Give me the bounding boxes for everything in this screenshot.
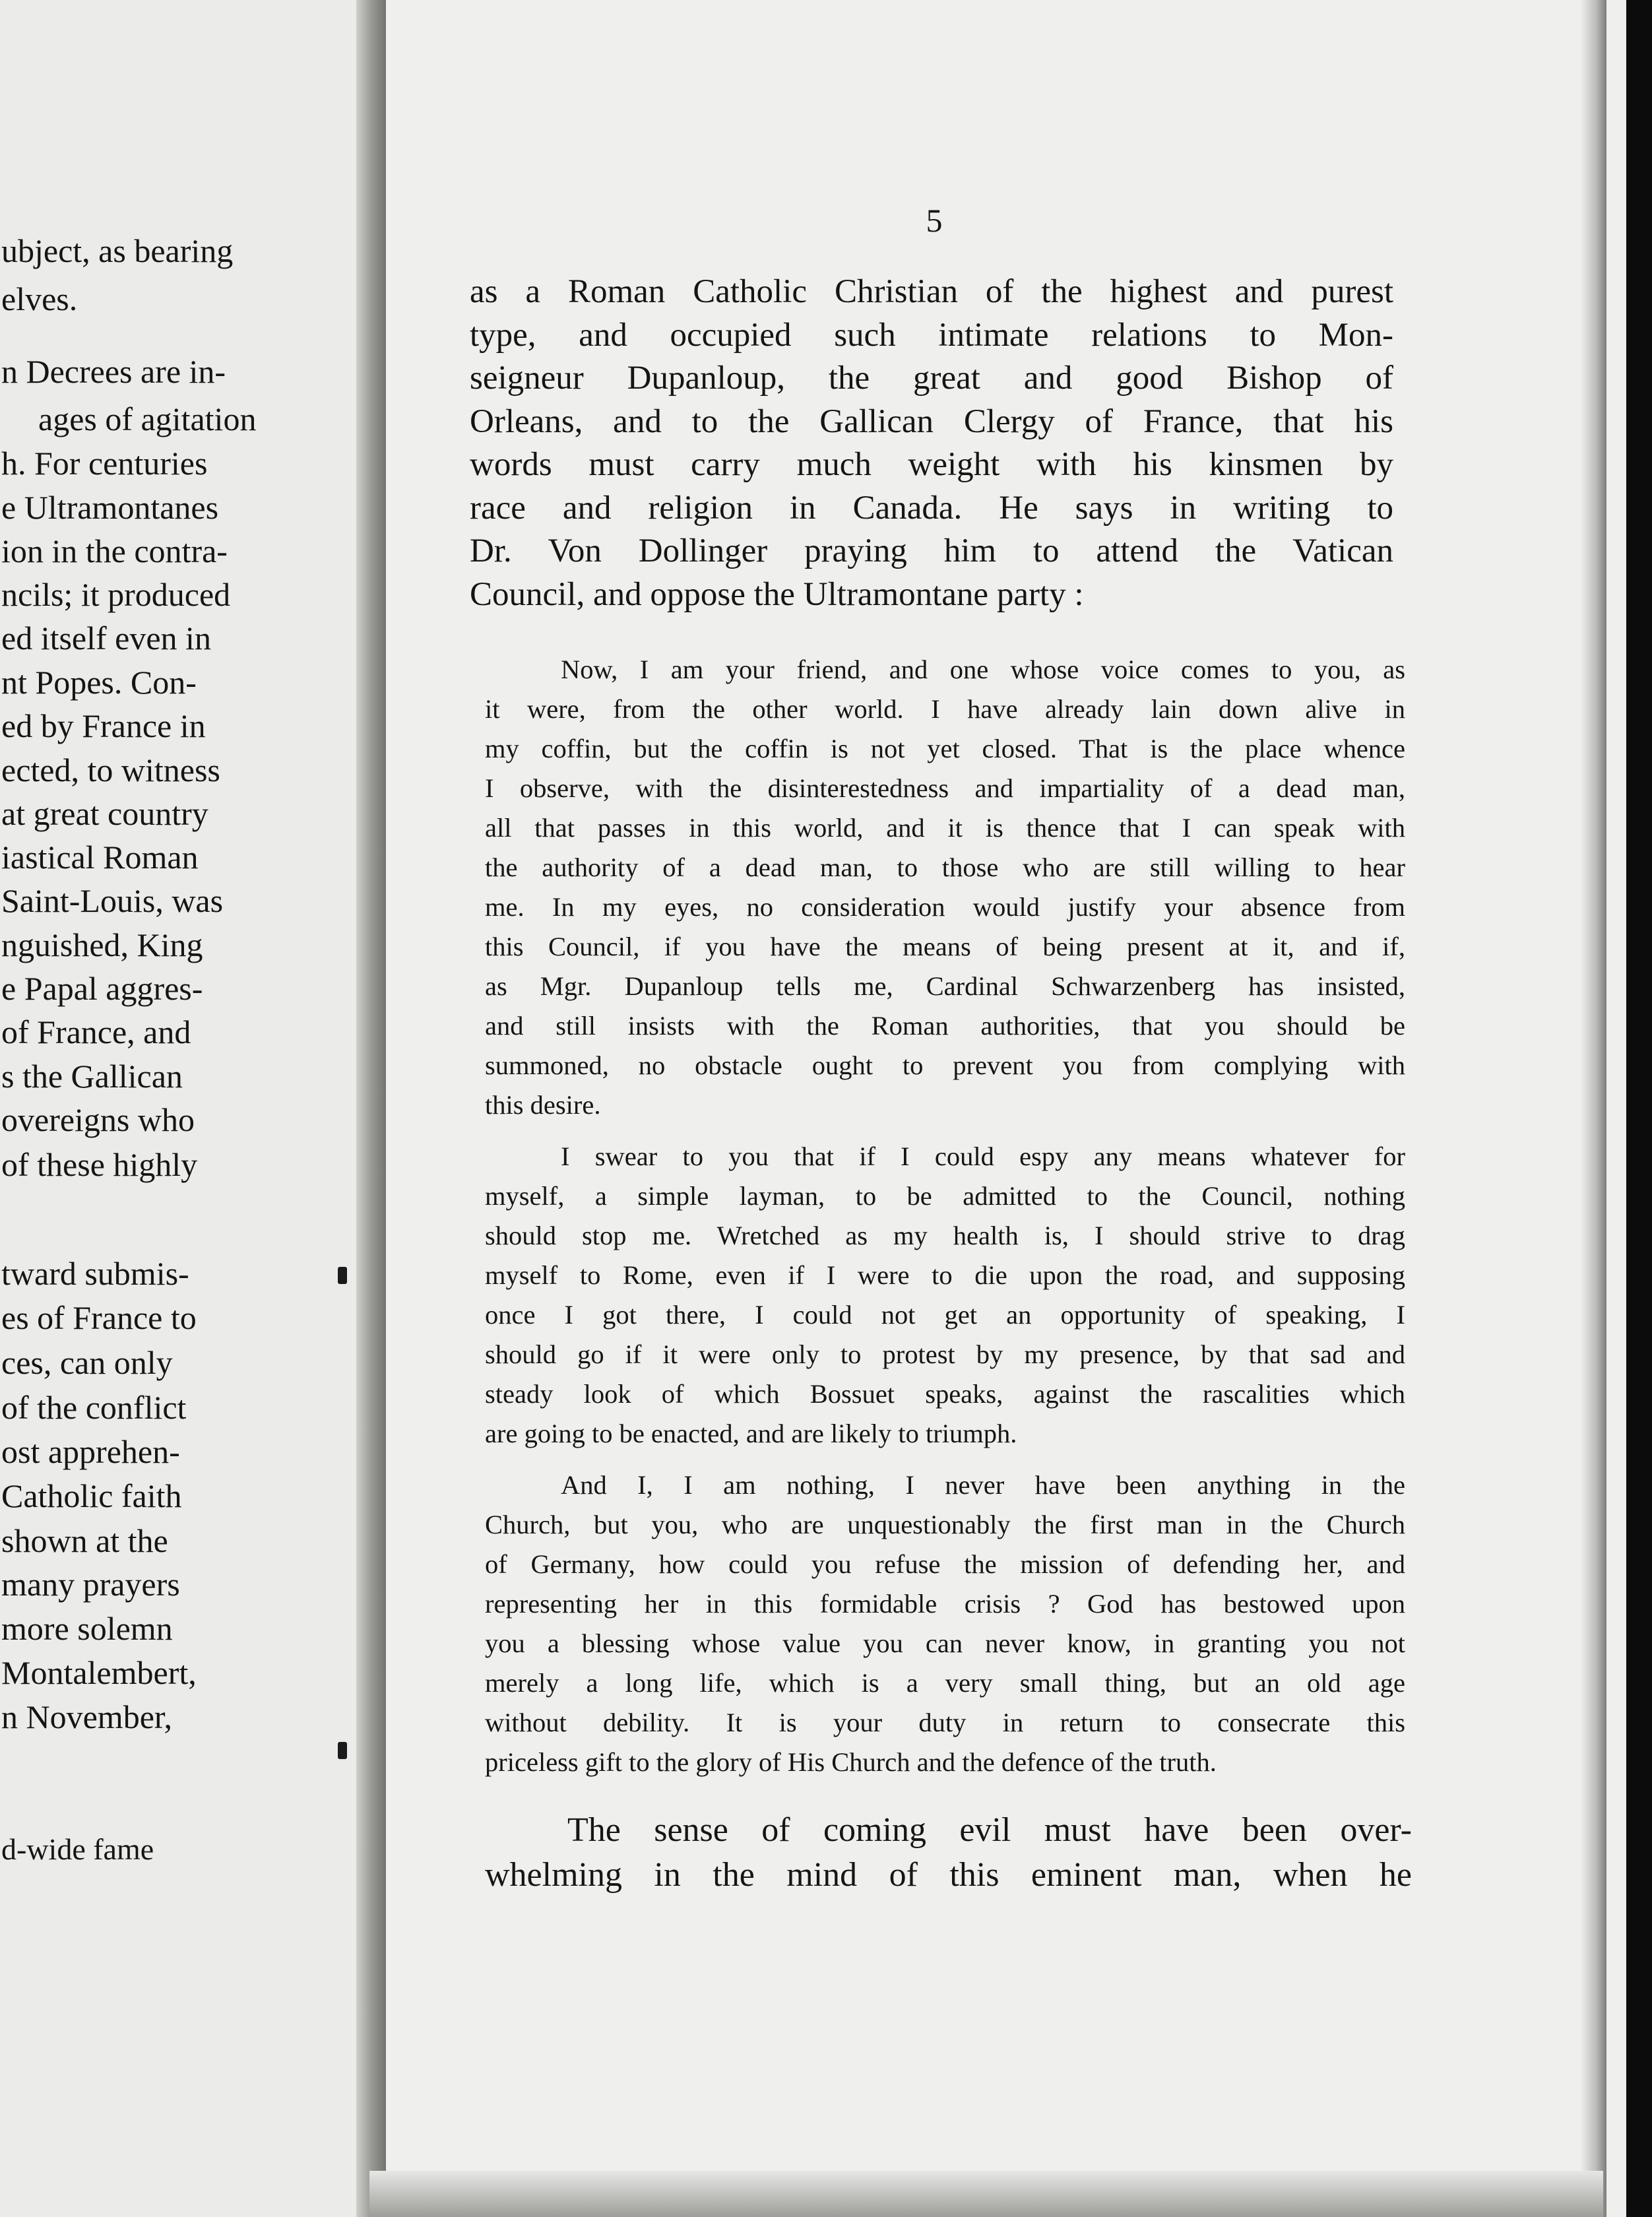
quote-line: me. In my eyes, no consideration would justify your absence from [485,892,1405,922]
quote-line: once I got there, I could not get an opportunity of speaking, I [485,1300,1405,1330]
left-line: n Decrees are in- [1,353,226,390]
fold-mark [338,1267,347,1284]
intro-line: words must carry much weight with his kinsmen by [470,446,1393,483]
closing-line: whelming in the mind of this eminent man, when he [485,1856,1412,1894]
quote-line: are going to be enacted, and are likely to triumph. [485,1419,1017,1448]
left-page-fragment [0,0,369,2217]
intro-paragraph [470,271,1393,616]
left-line: many prayers [1,1566,180,1603]
quote-line: all that passes in this world, and it is thence that I can speak with [485,813,1405,843]
intro-line: race and religion in Canada. He says in writing to [470,489,1393,527]
quote-line: representing her in this formidable crisis ? God has bestowed upon [485,1589,1405,1619]
left-line: es of France to [1,1299,197,1336]
quote-line: priceless gift to the glory of His Church and the defence of the truth. [485,1747,1217,1777]
quote-line: should stop me. Wretched as my health is, I should strive to drag [485,1221,1405,1250]
block-quote [485,650,1405,1794]
left-line: Catholic faith [1,1477,182,1514]
left-line: of France, and [1,1013,191,1050]
quote-paragraph [485,1137,1405,1454]
quote-line: summoned, no obstacle ought to prevent you from complying with [485,1050,1405,1080]
gutter-shadow [356,0,389,2217]
intro-line: seigneur Dupanloup, the great and good Bishop of [470,360,1393,397]
left-line: Montalembert, [1,1654,197,1691]
left-line: of the conflict [1,1389,187,1426]
left-line: n November, [1,1698,173,1735]
left-line: ed by France in [1,707,206,744]
closing-paragraph [485,1808,1412,1898]
left-line: tward submis- [1,1255,189,1292]
left-page-lines [0,0,369,2217]
fold-mark [338,1742,347,1759]
quote-paragraph [485,650,1405,1125]
quote-line: steady look of which Bossuet speaks, against the rascalities which [485,1379,1405,1409]
left-line: iastical Roman [1,839,199,876]
quote-line: my coffin, but the coffin is not yet closed. That is the place whence [485,734,1405,763]
quote-line: Now, I am your friend, and one whose voice comes to you, as [561,655,1405,684]
quote-line: of Germany, how could you refuse the mission of defending her, and [485,1549,1405,1579]
quote-line: it were, from the other world. I have already lain down alive in [485,694,1405,724]
quote-line: myself to Rome, even if I were to die upon the road, and supposing [485,1260,1405,1290]
intro-line: Council, and oppose the Ultramontane party : [470,575,1084,613]
left-line: Saint-Louis, was [1,882,224,919]
left-line: d-wide fame [1,1832,154,1866]
left-line: e Ultramontanes [1,489,219,526]
page-edge-bottom [369,2171,1603,2217]
left-line: ces, can only [1,1344,173,1381]
quote-paragraph [485,1465,1405,1782]
left-line: s the Gallican [1,1058,183,1095]
quote-line: should go if it were only to protest by my presence, by that sad and [485,1339,1405,1369]
quote-line: merely a long life, which is a very small thing, but an old age [485,1668,1405,1698]
left-line: overeigns who [1,1101,195,1138]
quote-line: you a blessing whose value you can never know, in granting you not [485,1628,1405,1658]
quote-line: the authority of a dead man, to those who are still willing to hear [485,852,1405,882]
left-line: nt Popes. Con- [1,664,197,701]
intro-line: Orleans, and to the Gallican Clergy of France, that his [470,402,1393,440]
left-line: of these highly [1,1146,198,1183]
quote-line: this desire. [485,1090,601,1120]
intro-line: type, and occupied such intimate relations to Mon- [470,316,1393,354]
left-line: shown at the [1,1522,168,1559]
left-line: ncils; it produced [1,576,231,613]
quote-line: I observe, with the disinterestedness and impartiality of a dead man, [485,773,1405,803]
left-line: e Papal aggres- [1,970,203,1007]
intro-line: Dr. Von Dollinger praying him to attend the Vatican [470,532,1393,569]
quote-line: And I, I am nothing, I never have been anything in the [561,1470,1405,1500]
quote-line: I swear to you that if I could espy any means whatever for [561,1141,1405,1171]
left-line: ed itself even in [1,620,211,657]
left-line: ubject, as bearing [1,232,234,269]
left-line: ages of agitation [38,401,257,437]
quote-line: myself, a simple layman, to be admitted to the Council, nothing [485,1181,1405,1211]
quote-line: Church, but you, who are unquestionably the first man in the Church [485,1510,1405,1539]
left-line: ost apprehen- [1,1433,180,1470]
quote-line: without debility. It is your duty in return to consecrate this [485,1708,1405,1737]
quote-line: this Council, if you have the means of being present at it, and if, [485,932,1405,961]
left-line: more solemn [1,1610,173,1647]
quote-line: as Mgr. Dupanloup tells me, Cardinal Schwarzenberg has insisted, [485,971,1405,1001]
page-edge-right [1580,0,1606,2217]
page-number: 5 [926,202,943,239]
left-line: elves. [1,280,78,317]
left-line: at great country [1,795,208,832]
left-line: nguished, King [1,926,203,963]
left-line: h. For centuries [1,445,208,482]
quote-line: and still insists with the Roman authorities, that you should be [485,1011,1405,1041]
closing-line: The sense of coming evil must have been over- [567,1811,1412,1849]
intro-line: as a Roman Catholic Christian of the highest and purest [470,273,1393,310]
left-line: ion in the contra- [1,532,228,569]
left-line: ected, to witness [1,752,220,788]
